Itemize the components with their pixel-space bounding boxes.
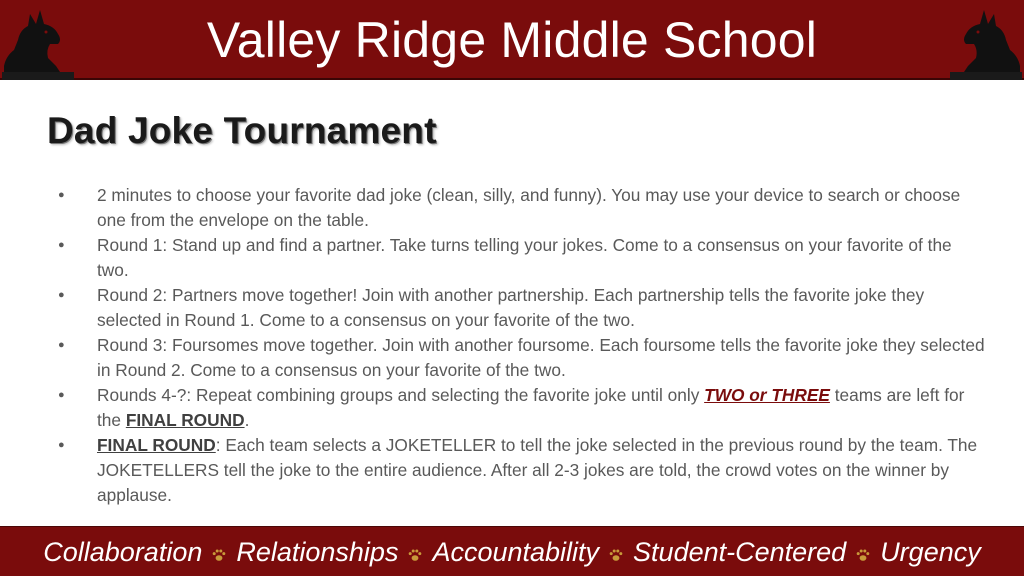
rule-text: Round 3: Foursomes move together. Join with another foursome. Each foursome tells the favorite joke they selected in Round 2. Come to a consensus on your favorite of the two. xyxy=(97,335,985,380)
paw-print-icon xyxy=(407,547,423,563)
value-relationships: Relationships xyxy=(236,536,399,567)
list-item xyxy=(58,333,988,383)
rule-text: Rounds 4-?: Repeat combining groups and selecting the favorite joke until only xyxy=(97,385,705,405)
header-banner xyxy=(0,0,1024,80)
value-collaboration: Collaboration xyxy=(43,536,203,567)
emphasis-final-round: FINAL ROUND xyxy=(125,410,245,430)
rule-text: Round 1: Stand up and find a partner. Take turns telling your jokes. Come to a consensus on your favorite of the two. xyxy=(97,235,952,280)
rule-text: : Each team selects a JOKETELLER to tell the joke selected in the previous round by the team. The JOKETELLERS tell the joke to the entire audience. After all 2-3 jokes are told, the crowd votes on the winner by applause. xyxy=(97,435,978,505)
paw-print-icon xyxy=(855,547,871,563)
value-accountability: Accountability xyxy=(432,536,600,567)
school-name: Valley Ridge Middle School xyxy=(206,12,818,68)
emphasis-two-or-three: TWO or THREE xyxy=(704,385,830,405)
rule-text: . xyxy=(244,410,250,430)
wolf-mascot-icon xyxy=(948,0,1024,80)
list-item xyxy=(58,183,988,233)
rule-text: Round 2: Partners move together! Join with another partnership. Each partnership tells the favorite joke they selected in Round 1. Come to a consensus on your favorite of the two. xyxy=(97,285,925,330)
final-round-label: FINAL ROUND xyxy=(97,435,216,455)
value-student-centered: Student-Centered xyxy=(633,536,847,567)
list-item xyxy=(58,233,988,283)
rules-list xyxy=(58,183,988,508)
footer-values-banner xyxy=(0,526,1024,576)
slide-title: Dad Joke Tournament xyxy=(47,110,437,151)
rule-text: 2 minutes to choose your favorite dad joke (clean, silly, and funny). You may use your device to search or choose one from the envelope on the table. xyxy=(97,185,961,230)
list-item xyxy=(58,283,988,333)
list-item xyxy=(58,433,988,508)
paw-print-icon xyxy=(211,547,227,563)
rule-text: teams are left for the xyxy=(97,385,965,430)
value-urgency: Urgency xyxy=(880,536,981,567)
paw-print-icon xyxy=(608,547,624,563)
list-item xyxy=(58,383,988,433)
